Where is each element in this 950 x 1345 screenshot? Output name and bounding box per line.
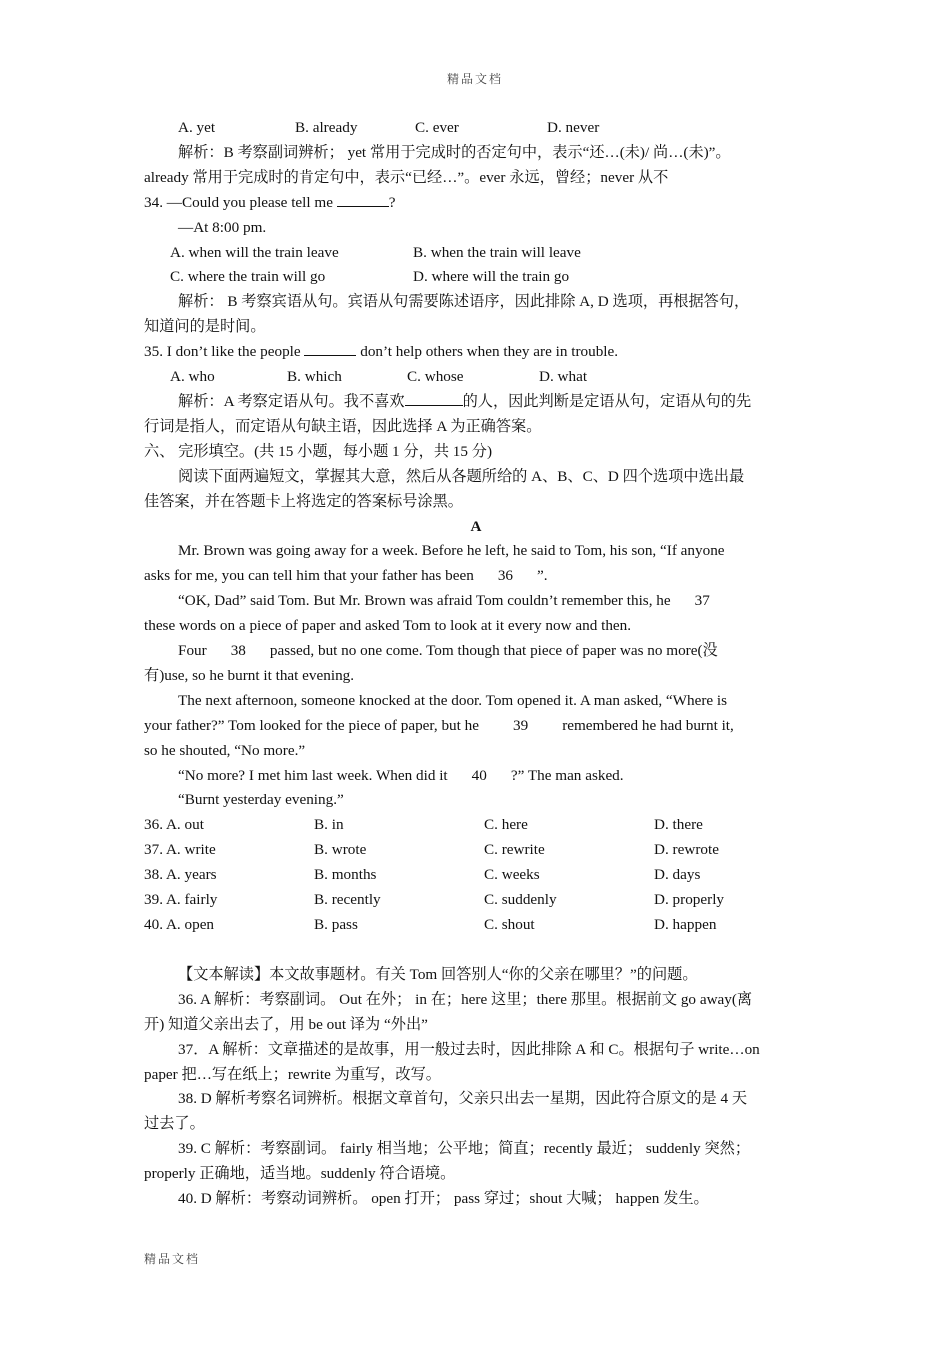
page-header: 精品文档 (446, 72, 503, 86)
choice-a: 38. A. years (144, 866, 217, 884)
option-d: D. where will the train go (413, 268, 570, 286)
q33-analysis-line1: 解析：B 考察副词辨析； yet 常用于完成时的否定句中，表示“还…(未)/ 尚…(未)”。 (178, 143, 731, 161)
passage-text: remembered he had burnt it, (562, 716, 734, 734)
q35-analysis-line2: 行词是指人，而定语从句缺主语，因此选择 A 为正确答案。 (144, 417, 542, 435)
blank-36: 36 (497, 567, 513, 585)
passage-p1-line1: Mr. Brown was going away for a week. Before he left, he said to Tom, his son, “If anyone (178, 542, 725, 560)
choice-d: D. there (654, 816, 703, 834)
choice-b: B. wrote (314, 841, 367, 859)
q33-options (144, 116, 808, 141)
passage-text: passed, but no one come. Tom though that piece of paper was no more(没 (269, 642, 718, 660)
q35-analysis-blank (405, 391, 463, 406)
q34-analysis-line1: 解析： B 考察宾语从句。宾语从句需要陈述语序，因此排除 A, D 选项，再根据答句， (178, 293, 750, 311)
section-title: 六、 完形填空。(共 15 小题，每小题 1 分，共 15 分) (144, 442, 493, 460)
choice-c: C. shout (484, 916, 535, 933)
option-c: C. where the train will go (170, 268, 326, 286)
passage-p4-line1: The next afternoon, someone knocked at the door. Tom opened it. A man asked, “Where is (178, 691, 728, 709)
choice-d: D. days (654, 866, 701, 884)
q35-blank (304, 341, 356, 356)
q35-stem-end: don’t help others when they are in trouble. (356, 343, 619, 361)
q35-stem (144, 340, 808, 365)
explain-40: 40. D 解析：考察动词辨析。 open 打开； pass 穿过；shout 大喊； happen 发生。 (178, 1190, 709, 1208)
spacer (144, 938, 808, 963)
option-a: A. when will the train leave (170, 243, 339, 261)
option-b: B. already (295, 119, 358, 136)
explain-36-line1: 36. A 解析：考察副词。 Out 在外； in 在；here 这里；there 那里。根据前文 go away(离 (178, 990, 753, 1008)
q34-blank (337, 192, 389, 207)
choice-b: B. months (314, 866, 377, 884)
q34-answer: —At 8:00 pm. (178, 218, 267, 236)
q35-analysis-line1 (144, 390, 808, 415)
choice-b: B. recently (314, 891, 381, 909)
option-a: A. who (170, 368, 215, 386)
q34-stem (144, 191, 808, 216)
q35-stem-text: 35. I don’t like the people (144, 343, 305, 361)
passage-text: asks for me, you can tell him that your father has been (144, 567, 474, 585)
explain-36-line2: 开) 知道父亲出去了，用 be out 译为 “外出” (144, 1015, 428, 1033)
choice-a: 39. A. fairly (144, 891, 218, 909)
q34-stem-end: ? (388, 193, 396, 211)
choice-c: C. rewrite (484, 841, 545, 859)
passage-p4-line2 (144, 714, 808, 739)
page-footer: 精品文档 (144, 1252, 201, 1266)
option-c: C. whose (407, 368, 464, 386)
passage-p4-line3: so he shouted, “No more.” (144, 741, 306, 759)
passage-text: “No more? I met him last week. When did it (178, 766, 448, 784)
choices-row-40 (144, 913, 808, 938)
section-instruction-line2: 佳答案，并在答题卡上将选定的答案标号涂黑。 (144, 492, 463, 510)
explain-37-line1: 37．A 解析：文章描述的是故事，用一般过去时，因此排除 A 和 C。根据句子 write…on (178, 1040, 760, 1058)
choice-a: 40. A. open (144, 916, 215, 933)
passage-p6: “Burnt yesterday evening.” (178, 791, 344, 809)
option-d: D. never (547, 119, 600, 136)
choices-row-38 (144, 863, 808, 888)
passage-p2-line1 (144, 589, 808, 614)
explain-39-line2: properly 正确地，适当地。suddenly 符合语境。 (144, 1165, 456, 1183)
choices-row-36 (144, 813, 808, 838)
choice-b: B. pass (314, 916, 358, 933)
choice-c: C. weeks (484, 866, 540, 884)
passage-text: ?” The man asked. (510, 766, 624, 784)
q34-stem-text: 34. —Could you please tell me (144, 193, 337, 211)
passage-p2-line2: these words on a piece of paper and asked Tom to look at it every now and then. (144, 617, 632, 635)
option-b: B. when the train will leave (413, 243, 581, 261)
passage-text: Four (178, 642, 207, 660)
passage-p5 (144, 764, 808, 789)
q35-analysis-text-end: 的人，因此判断是定语从句，定语从句的先 (462, 392, 752, 410)
explain-37-line2: paper 把…写在纸上；rewrite 为重写，改写。 (144, 1065, 441, 1083)
passage-p1-line2 (144, 564, 808, 589)
option-d: D. what (539, 368, 588, 386)
blank-40: 40 (471, 766, 487, 784)
q34-options-row1 (144, 241, 808, 266)
explain-38-line1: 38. D 解析考察名词辨析。根据文章首句，父亲只出去一星期，因此符合原文的是 4 天 (178, 1090, 748, 1108)
choice-a: 37. A. write (144, 841, 216, 859)
choices-row-37 (144, 838, 808, 863)
passage-text: “OK, Dad” said Tom. But Mr. Brown was afraid Tom couldn’t remember this, he (178, 592, 671, 610)
q34-analysis-line2: 知道问的是时间。 (144, 318, 266, 336)
option-c: C. ever (415, 119, 459, 136)
blank-38: 38 (230, 642, 246, 660)
choice-d: D. happen (654, 916, 717, 933)
choice-d: D. properly (654, 891, 725, 909)
document-body (144, 116, 808, 1212)
q34-options-row2 (144, 265, 808, 290)
choice-c: C. here (484, 816, 528, 834)
blank-37: 37 (694, 592, 710, 610)
choices-row-39 (144, 888, 808, 913)
explain-38-line2: 过去了。 (144, 1115, 205, 1133)
passage-p3-line1 (144, 639, 808, 664)
choice-d: D. rewrote (654, 841, 719, 859)
choice-b: B. in (314, 816, 344, 834)
section-instruction-line1: 阅读下面两遍短文，掌握其大意，然后从各题所给的 A、B、C、D 四个选项中选出最 (178, 467, 745, 485)
explain-intro: 【文本解读】本文故事题材。有关 Tom 回答别人“你的父亲在哪里？”的问题。 (178, 965, 698, 983)
q35-options (144, 365, 808, 390)
explain-39-line1: 39. C 解析：考察副词。 fairly 相当地；公平地；简直；recently 最近； suddenly 突然； (178, 1140, 751, 1158)
passage-text: your father?” Tom looked for the piece of paper, but he (144, 716, 479, 734)
q33-analysis-line2: already 常用于完成时的肯定句中，表示“已经…”。ever 永远，曾经；never 从不 (144, 168, 669, 186)
choice-a: 36. A. out (144, 816, 204, 834)
q35-analysis-text: 解析：A 考察定语从句。我不喜欢 (178, 392, 405, 410)
passage-p3-line2: 有)use, so he burnt it that evening. (144, 666, 355, 684)
passage-label: A (470, 517, 482, 535)
blank-39: 39 (513, 716, 529, 734)
choice-c: C. suddenly (484, 891, 557, 909)
option-b: B. which (287, 368, 342, 386)
passage-text: ”. (537, 567, 548, 585)
option-a: A. yet (178, 119, 216, 136)
